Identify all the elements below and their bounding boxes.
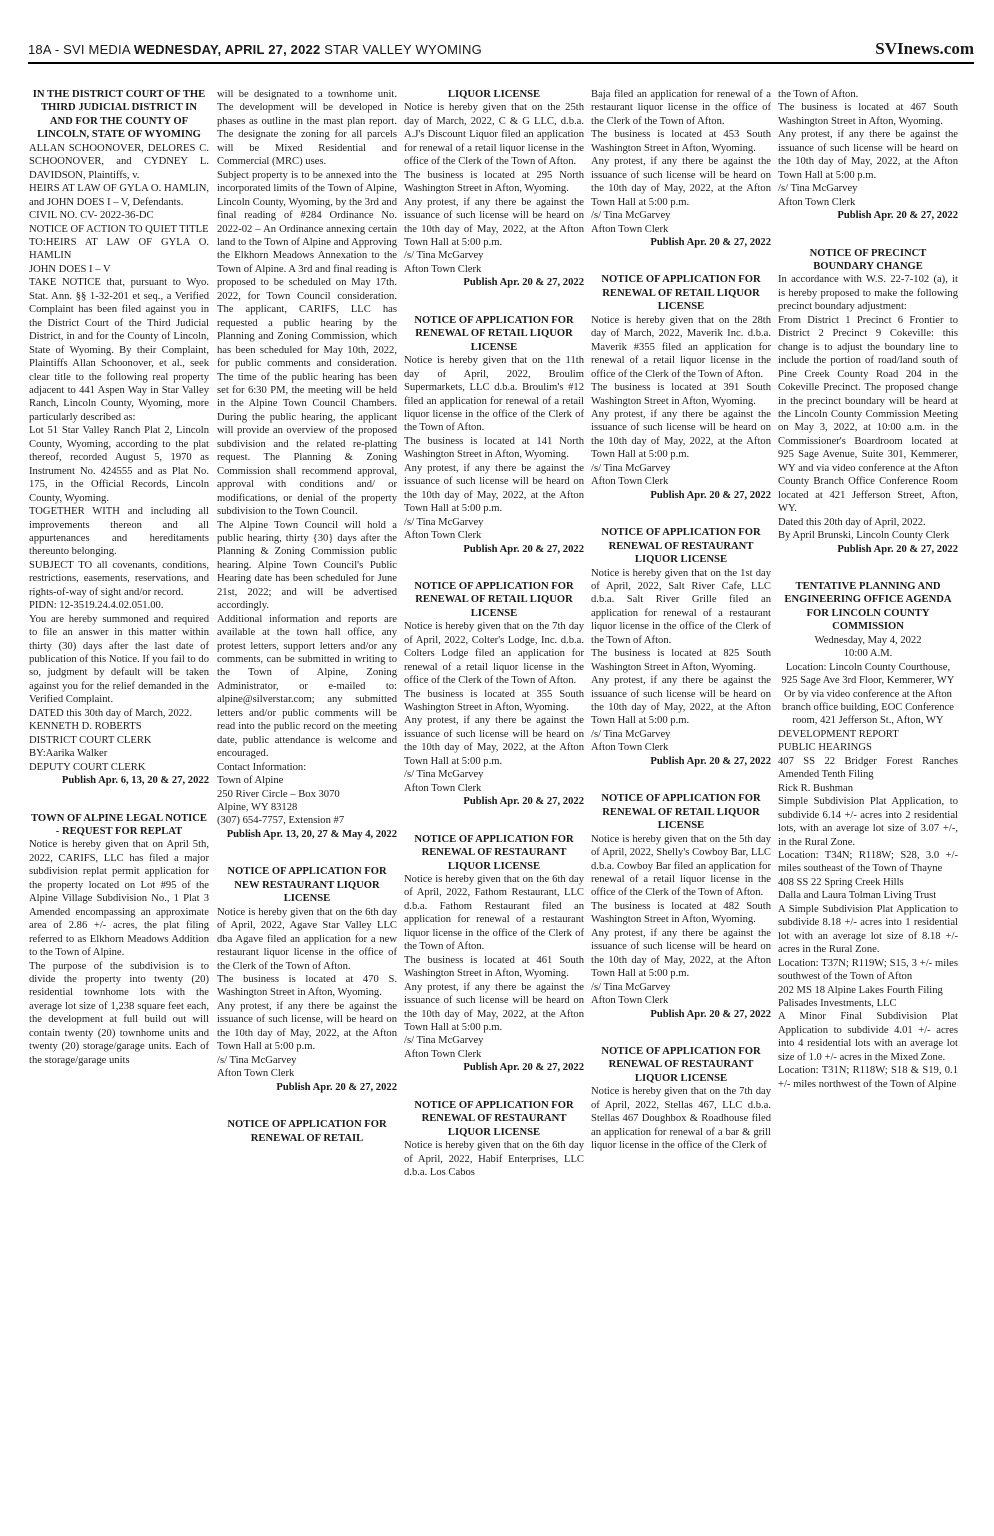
publish-line: Publish Apr. 20 & 27, 2022 bbox=[650, 489, 771, 501]
paragraph: Wednesday, May 4, 2022 bbox=[814, 634, 922, 646]
paragraph: Additional information and reports are available at the town hall office, any protest letters, support letters and/or any comments, can be submitted in writing to the Town of Alpine, Zoning Administrator, or e-mailed to: alpine@silverstar.com; any submitted letters and/or public comments will be read into the public record on the meeting date, public attendance is welcome and encouraged. bbox=[217, 613, 397, 760]
paragraph: Notice is hereby given that on the 11th day of April, 2022, Broulim Supermarkets, LLC d.b.a. Broulim's #12 filed an application for renewal of a retail liquor license in the office of the Clerk of the Town of Afton. bbox=[404, 355, 584, 434]
paragraph: /s/ Tina McGarvey bbox=[217, 1054, 297, 1066]
paragraph: /s/ Tina McGarvey bbox=[778, 183, 858, 195]
paragraph: The business is located at 825 South Washington Street in Afton, Wyoming. bbox=[591, 648, 771, 673]
paragraph: Location: Lincoln County Courthouse, 925 Sage Ave 3rd Floor, Kemmerer, WY bbox=[781, 661, 955, 687]
notice-body bbox=[778, 88, 958, 209]
paragraph: Location: T31N; R118W; S18 & S19, 0.1 +/- miles northwest of the Town of Alpine bbox=[778, 1065, 958, 1090]
publish-line: Publish Apr. 20 & 27, 2022 bbox=[463, 543, 584, 555]
paragraph: The business is located at 453 South Washington Street in Afton, Wyoming. bbox=[591, 129, 771, 154]
paragraph: Any protest, if any there be against the issuance of such license will be heard on the 10th day of May, 2022, at the Afton Town Hall at 5:00 p.m. bbox=[591, 156, 771, 208]
paragraph: Dated this 20th day of April, 2022. bbox=[778, 516, 926, 528]
paragraph: HEIRS AT LAW OF GYLA O. HAMLIN, and JOHN DOES I – V, Defendants. bbox=[29, 183, 209, 208]
notice-body bbox=[217, 906, 397, 1081]
paragraph: You are hereby summoned and required to file an answer in this matter within thirty (30) days after the last date of publication of this Notice. If you fail to do so, judgment by default will be taken against you for the relief demanded in the Verified Complaint. bbox=[29, 613, 209, 706]
notice-body bbox=[591, 567, 771, 755]
notice-title: NOTICE OF APPLICATION FOR RENEWAL OF RETAIL bbox=[227, 1119, 387, 1144]
paragraph: Afton Town Clerk bbox=[404, 263, 482, 275]
paragraph: The purpose of the subdivision is to divide the property into twenty (20) residential townhome lots with the average lot size of 1,238 square feet each, the development at full build out will contain twenty (20) townhome units and twenty (20) storage/garage units. Each of the storage/garage units bbox=[29, 960, 209, 1066]
paragraph: The business is located at 295 North Washington Street in Afton, Wyoming. bbox=[404, 169, 584, 195]
paragraph: DEVELOPMENT REPORT bbox=[778, 728, 899, 740]
paragraph: /s/ Tina McGarvey bbox=[591, 981, 671, 993]
paragraph: Afton Town Clerk bbox=[404, 1048, 482, 1060]
publish-line: Publish Apr. 20 & 27, 2022 bbox=[463, 1062, 584, 1074]
paragraph: Any protest, if any there be against the issuance of such license will be heard on the 10th day of May, 2022, at the Afton Town Hall at 5:00 p.m. bbox=[404, 196, 584, 248]
paragraph: KENNETH D. ROBERTS bbox=[29, 721, 142, 733]
paragraph: Or by via video conference at the Afton branch office building, EOC Conference room, 421 Jefferson St., Afton, WY bbox=[782, 688, 954, 727]
paragraph: Notice is hereby given that on the 7th day of April, 2022, Colter's Lodge, Inc. d.b.a. Colters Lodge filed an application for renewal of a retail liquor license in the office of the Clerk of the Town of Afton. bbox=[404, 621, 584, 687]
paragraph: Location: T34N; R118W; S28, 3.0 +/- miles southeast of the Town of Thayne bbox=[778, 850, 958, 875]
paragraph: Notice is hereby given that on the 6th day of April, 2022, Agave Star Valley LLC dba Agave filed an application for a new restaurant liquor license in the office of the Clerk of the Town of Afton. bbox=[217, 906, 397, 972]
paragraph: /s/ Tina McGarvey bbox=[591, 728, 671, 740]
paragraph: Afton Town Clerk bbox=[591, 742, 669, 754]
paragraph: By April Brunski, Lincoln County Clerk bbox=[778, 530, 950, 542]
paragraph: Location: T37N; R119W; S15, 3 +/- miles southwest of the Town of Afton bbox=[778, 957, 958, 983]
paragraph: Palisades Investments, LLC bbox=[778, 998, 897, 1009]
notice-body bbox=[404, 873, 584, 1061]
paragraph: From District 1 Precinct 6 Frontier to District 2 Precinct 9 Cokeville: this change is to adjust the boundary line to include the portion of road/land south of Pine Creek County Road 204 in the Cokeville Precinct. The proposed change in the precinct boundary will be heard at the Lincoln County Commission Meeting on May 3, 2022, at 10:00 a.m. in the Commissioner's Boardroom located at 925 Sage Avenue, Suite 301, Kemmerer, WY and via video conference at the Afton County Branch Office Conference Room located at 421 Jefferson Street, Afton, WY. bbox=[778, 314, 958, 515]
paragraph: SUBJECT TO all covenants, conditions, restrictions, easements, reservations, and rights-of-way of sight and/or record. bbox=[29, 559, 209, 598]
publish-line: Publish Apr. 6, 13, 20 & 27, 2022 bbox=[61, 775, 209, 787]
paragraph: Any protest, if any there be against the issuance of such license will be heard on the 10th day of May, 2022, at the Afton Town Hall at 5:00 p.m. bbox=[591, 927, 771, 980]
paragraph: Rick R. Bushman bbox=[778, 782, 854, 794]
notice-body bbox=[217, 88, 397, 828]
paragraph: Subject property is to be annexed into the incorporated limits of the Town of Alpine, Lincoln County, Wyoming, by the 3rd and final reading of #284 Ordinance No. 2022-02 – An Ordinance annexing certain land to the Town of Alpine and Approving the Elkhorn Meadows Annexation to the Town of Alpine. A 3rd and final reading is proposed to be scheduled on May 17th. 2022, for Town Council consideration. The applicant, CARIFS, LLC has requested a public hearing by the Planning and Zoning Commission, which has been scheduled for May 10th, 2022, for public comments and consideration. The time of the public hearing has been set for 6:30 PM, the meeting will be held in the Alpine Town Council Chambers. During the public hearing, the applicant will provide an overview of the proposed subdivision and the related re-platting request. The Planning & Zoning Commission shall recommend approval, approval with conditions and/ or modifications, or denial of the property subdivision to the Town Council. bbox=[217, 169, 397, 518]
notice-body bbox=[778, 273, 958, 542]
paragraph: Any protest, if any there be against the issuance of such license will be heard on the 10th day of May, 2022, at the Afton Town Hall at 5:00 p.m. bbox=[778, 129, 958, 181]
publish-line: Publish Apr. 20 & 27, 2022 bbox=[463, 796, 584, 808]
paragraph: Notice is hereby given that on the 1st day of April, 2022, Salt River Cafe, LLC d.b.a. Salt River Grille filed an application for renewal of a restaurant liquor license in the office of the Clerk of the Town of Afton. bbox=[591, 567, 771, 646]
paragraph: A Simple Subdivision Plat Application to subdivide 8.18 +/- acres into 1 residential lot with an average lot size of 8.18 +/- acres in the Rural Zone. bbox=[778, 903, 958, 956]
notice-title: NOTICE OF PRECINCT BOUNDARY CHANGE bbox=[809, 247, 927, 272]
region: STAR VALLEY WYOMING bbox=[324, 42, 482, 57]
notice-title: NOTICE OF APPLICATION FOR RENEWAL OF RETAIL LIQUOR LICENSE bbox=[601, 793, 761, 832]
paragraph: A Minor Final Subdivision Plat Application to subdivide 4.01 +/- acres into 4 residential lots with an average lot size of 1.0 +/- acres in the Mixed Zone. bbox=[778, 1011, 958, 1063]
paragraph: Notice is hereby given that on April 5th, 2022, CARIFS, LLC has filed a major subdivision replat permit application for the property located on Lot #95 of the Alpine Village Subdivision No., 1 Plat 3 Amended encompassing an approximate area of 2.86 +/- acres, the plat filing referred to as Elkhorn Meadows Addition to the Town of Alpine. bbox=[29, 839, 209, 959]
notice-title: NOTICE OF APPLICATION FOR RENEWAL OF RESTAURANT LIQUOR LICENSE bbox=[414, 833, 574, 872]
paragraph: The business is located at 461 South Washington Street in Afton, Wyoming. bbox=[404, 954, 584, 980]
site-name[interactable]: SVInews.com bbox=[875, 39, 974, 58]
paragraph: Afton Town Clerk bbox=[591, 223, 669, 235]
paragraph: Alpine, WY 83128 bbox=[217, 802, 298, 814]
publish-line: Publish Apr. 20 & 27, 2022 bbox=[837, 210, 958, 222]
paragraph: The business is located at 355 South Washington Street in Afton, Wyoming. bbox=[404, 688, 584, 714]
column-5 bbox=[778, 88, 958, 1528]
publish-line: Publish Apr. 20 & 27, 2022 bbox=[650, 755, 771, 767]
page-header bbox=[28, 39, 974, 64]
paragraph: The business is located at 391 South Washington Street in Afton, Wyoming. bbox=[591, 382, 771, 407]
paragraph: Afton Town Clerk bbox=[778, 196, 856, 208]
publish-line: Publish Apr. 13, 20, 27 & May 4, 2022 bbox=[226, 828, 397, 840]
column-1 bbox=[29, 88, 209, 1528]
paragraph: Notice is hereby given that on the 28th day of March, 2022, Maverik Inc. d.b.a. Maverik #355 filed an application for renewal of a retail liquor license in the office of the Clerk of the Town of Afton. bbox=[591, 314, 771, 380]
notice-title: NOTICE OF APPLICATION FOR RENEWAL OF RESTAURANT LIQUOR LICENSE bbox=[414, 1099, 574, 1138]
paragraph: CIVIL NO. CV- 2022-36-DC bbox=[29, 210, 154, 222]
notice-title: NOTICE OF APPLICATION FOR RENEWAL OF RESTAURANT LIQUOR LICENSE bbox=[601, 527, 761, 566]
paragraph: Any protest, if any there be against the issuance of such license will be heard on the 10th day of May, 2022, at the Afton Town Hall at 5:00 p.m. bbox=[591, 408, 771, 461]
notice-title: NOTICE OF APPLICATION FOR RENEWAL OF RESTAURANT LIQUOR LICENSE bbox=[601, 1046, 761, 1084]
paragraph: /s/ Tina McGarvey bbox=[591, 462, 671, 474]
paragraph: 407 SS 22 Bridger Forest Ranches Amended Tenth Filing bbox=[778, 755, 958, 781]
column-4 bbox=[591, 88, 771, 1528]
paragraph: NOTICE OF ACTION TO QUIET TITLE bbox=[29, 223, 209, 235]
paragraph: /s/ Tina McGarvey bbox=[404, 769, 484, 781]
notice-title: NOTICE OF APPLICATION FOR NEW RESTAURANT LIQUOR LICENSE bbox=[227, 866, 387, 905]
paragraph: /s/ Tina McGarvey bbox=[404, 250, 484, 262]
paragraph: DISTRICT COURT CLERK bbox=[29, 734, 152, 746]
publish-line: Publish Apr. 20 & 27, 2022 bbox=[837, 543, 958, 555]
paragraph: /s/ Tina McGarvey bbox=[591, 210, 671, 222]
notice-title: NOTICE OF APPLICATION FOR RENEWAL OF RETAIL LIQUOR LICENSE bbox=[414, 580, 574, 619]
notice-body bbox=[404, 354, 584, 542]
column-2 bbox=[217, 88, 397, 1528]
notice-title: IN THE DISTRICT COURT OF THE THIRD JUDICIAL DISTRICT IN AND FOR THE COUNTY OF LINCOLN, STATE OF WYOMING bbox=[32, 89, 206, 141]
paragraph: Any protest, if any there be against the issuance of such license, will be heard on the 10th day of May, 2022, at the Afton Town Hall at 5:00 p.m. bbox=[217, 1000, 397, 1053]
paragraph: /s/ Tina McGarvey bbox=[404, 516, 484, 528]
publisher: SVI MEDIA bbox=[63, 42, 130, 57]
paragraph: Contact Information: bbox=[217, 761, 307, 773]
paragraph: 202 MS 18 Alpine Lakes Fourth Filing bbox=[778, 984, 943, 996]
paragraph: TAKE NOTICE that, pursuant to Wyo. Stat. Ann. §§ 1-32-201 et seq., a Verified Complaint has been filed against you in the District Court of the Third Judicial District, in and for the County of Lincoln, State of Wyoming. By their Complaint, Plaintiffs Allan Schoonover, et al., seek clear title to the following real property adjacent to 441 Aspen Way in Star Valley Ranch, Lincoln County, Wyoming, more particularly described as: bbox=[29, 277, 209, 423]
notice-title: TENTATIVE PLANNING AND ENGINEERING OFFICE AGENDA FOR LINCOLN COUNTY COMMISSION bbox=[784, 580, 952, 633]
paragraph: DEPUTY COURT CLERK bbox=[29, 761, 146, 773]
column-3 bbox=[404, 88, 584, 1528]
paragraph: Any protest, if any there be against the issuance of such license will be heard on the 10th day of May, 2022, at the Afton Town Hall at 5:00 p.m. bbox=[404, 981, 584, 1033]
paragraph: Town of Alpine bbox=[217, 775, 284, 787]
notice-title: NOTICE OF APPLICATION FOR RENEWAL OF RETAIL LIQUOR LICENSE bbox=[601, 274, 761, 313]
paragraph: In accordance with W.S. 22-7-102 (a), it is hereby proposed to make the following precinct boundary adjustment: bbox=[778, 274, 958, 313]
paragraph: 250 River Circle – Box 3070 bbox=[217, 788, 340, 800]
paragraph: JOHN DOES I – V bbox=[29, 263, 111, 275]
paragraph: TO:HEIRS AT LAW OF GYLA O. HAMLIN bbox=[29, 236, 209, 262]
notice-title: NOTICE OF APPLICATION FOR RENEWAL OF RETAIL LIQUOR LICENSE bbox=[414, 314, 574, 353]
paragraph: Afton Town Clerk bbox=[404, 530, 482, 542]
header-left: 18A - SVI MEDIA WEDNESDAY, APRIL 27, 2022 STAR VALLEY WYOMING bbox=[28, 42, 482, 57]
notice-body bbox=[591, 314, 771, 489]
paragraph: Notice is hereby given that on the 6th day of April, 2022, Habif Enterprises, LLC d.b.a. Los Cabos bbox=[404, 1140, 584, 1179]
paragraph: PUBLIC HEARINGS bbox=[778, 742, 872, 754]
paragraph: Any protest, if any there be against the issuance of such license will be heard on the 10th day of May, 2022, at the Afton Town Hall at 5:00 p.m. bbox=[591, 675, 771, 727]
notice-body bbox=[404, 1139, 584, 1179]
notice-title: TOWN OF ALPINE LEGAL NOTICE - REQUEST FOR REPLAT bbox=[30, 812, 207, 838]
notice-body bbox=[591, 833, 771, 1008]
paragraph: Notice is hereby given that on the 6th day of April, 2022, Fathom Restaurant, LLC d.b.a. Fathom Restaurant filed an application for renewal of a restaurant liquor license in the office of the Clerk of the Town of Afton. bbox=[404, 874, 584, 953]
paragraph: (307) 654-7757, Extension #7 bbox=[217, 815, 345, 827]
publish-line: Publish Apr. 20 & 27, 2022 bbox=[650, 236, 771, 248]
notice-title: LIQUOR LICENSE bbox=[447, 89, 541, 100]
paragraph: TOGETHER WITH and including all improvements thereon and all appurtenances and hereditaments thereunto belonging. bbox=[29, 506, 209, 558]
paragraph: ALLAN SCHOONOVER, DELORES C. SCHOONOVER, and CYDNEY L. DAVIDSON, Plaintiffs, v. bbox=[29, 142, 209, 181]
paragraph: Any protest, if any there be against the issuance of such license will be heard on the 10th day of May, 2022, at the Afton Town Hall at 5:00 p.m. bbox=[404, 715, 584, 767]
notice-body bbox=[404, 620, 584, 795]
paragraph: Notice is hereby given that on the 25th day of March, 2022, C & G LLC, d.b.a. A.J's Discount Liquor filed an application for renewal of a retail liquor license in the office of the Clerk of the Town of Afton. bbox=[404, 102, 584, 168]
paragraph: Afton Town Clerk bbox=[217, 1068, 295, 1080]
page-number: 18A bbox=[28, 42, 52, 57]
publish-line: Publish Apr. 20 & 27, 2022 bbox=[650, 1008, 771, 1020]
paragraph: The business is located at 470 S. Washington Street in Afton, Wyoming. bbox=[217, 974, 397, 999]
publish-line: Publish Apr. 20 & 27, 2022 bbox=[276, 1081, 397, 1093]
agenda-details bbox=[778, 634, 958, 728]
notice-body bbox=[778, 728, 958, 1091]
paragraph: Afton Town Clerk bbox=[591, 476, 669, 488]
paragraph: DATED this 30th day of March, 2022. bbox=[29, 707, 193, 719]
paragraph: the Town of Afton. bbox=[778, 89, 859, 100]
paragraph: BY:Aarika Walker bbox=[29, 748, 108, 760]
paragraph: The business is located at 467 South Washington Street in Afton, Wyoming. bbox=[778, 102, 958, 127]
paragraph: will be designated to a townhome unit. The development will be developed in phases as outline in the mast plan report. The designate the zoning for all parcels will be Mixed Residential and Commercial (MRC) uses. bbox=[217, 89, 397, 168]
notice-body bbox=[29, 838, 209, 1067]
paragraph: The business is located at 141 North Washington Street in Afton, Wyoming. bbox=[404, 435, 584, 461]
paragraph: Simple Subdivision Plat Application, to subdivide 6.14 +/- acres into 2 residential lots, with an average lot size of 3.07 +/-, in the Rural Zone. bbox=[778, 796, 958, 848]
paragraph: Lot 51 Star Valley Ranch Plat 2, Lincoln County, Wyoming, according to the plat thereof, recorded August 5, 1970 as Instrument No. 424555 and as Plat No. 175, in the Official Records, Lincoln County, Wyoming. bbox=[29, 425, 209, 504]
paragraph: Afton Town Clerk bbox=[591, 995, 669, 1007]
paragraph: /s/ Tina McGarvey bbox=[404, 1035, 484, 1047]
issue-date: WEDNESDAY, APRIL 27, 2022 bbox=[133, 42, 321, 57]
notice-body bbox=[591, 1085, 771, 1152]
notice-body bbox=[591, 88, 771, 236]
paragraph: Dalla and Laura Tolman Living Trust bbox=[778, 890, 937, 902]
paragraph: PIDN: 12-3519.24.4.02.051.00. bbox=[29, 600, 164, 612]
paragraph: Notice is hereby given that on the 7th day of April, 2022, Stellas 467, LLC d.b.a. Stellas 467 Doughbox & Roadhouse filed an application for renewal of a bar & grill liquor license in the office of the Clerk of bbox=[591, 1086, 771, 1152]
paragraph: Notice is hereby given that on the 5th day of April, 2022, Shelly's Cowboy Bar, LLC d.b.a. Cowboy Bar filed an application for renewal of a retail liquor license in the office of the Clerk of the Town of Afton. bbox=[591, 833, 771, 899]
notice-body bbox=[404, 101, 584, 276]
notice-body bbox=[29, 142, 209, 774]
paragraph: 408 SS 22 Spring Creek Hills bbox=[778, 876, 904, 888]
paragraph: 10:00 A.M. bbox=[843, 648, 893, 660]
publish-line: Publish Apr. 20 & 27, 2022 bbox=[463, 277, 584, 289]
paragraph: Afton Town Clerk bbox=[404, 782, 482, 794]
paragraph: The business is located at 482 South Washington Street in Afton, Wyoming. bbox=[591, 900, 771, 926]
paragraph: Any protest, if any there be against the issuance of such license will be heard on the 10th day of May, 2022, at the Afton Town Hall at 5:00 p.m. bbox=[404, 462, 584, 515]
paragraph: Baja filed an application for renewal of a restaurant liquor license in the office of the Clerk of the Town of Afton. bbox=[591, 89, 771, 127]
paragraph: The Alpine Town Council will hold a public hearing, thirty {30} days after the Planning & Zoning Commission public hearing. Alpine Town Council's Public Hearing date has been scheduled for June 21st, 2022; and will be advertised accordingly. bbox=[217, 519, 397, 612]
